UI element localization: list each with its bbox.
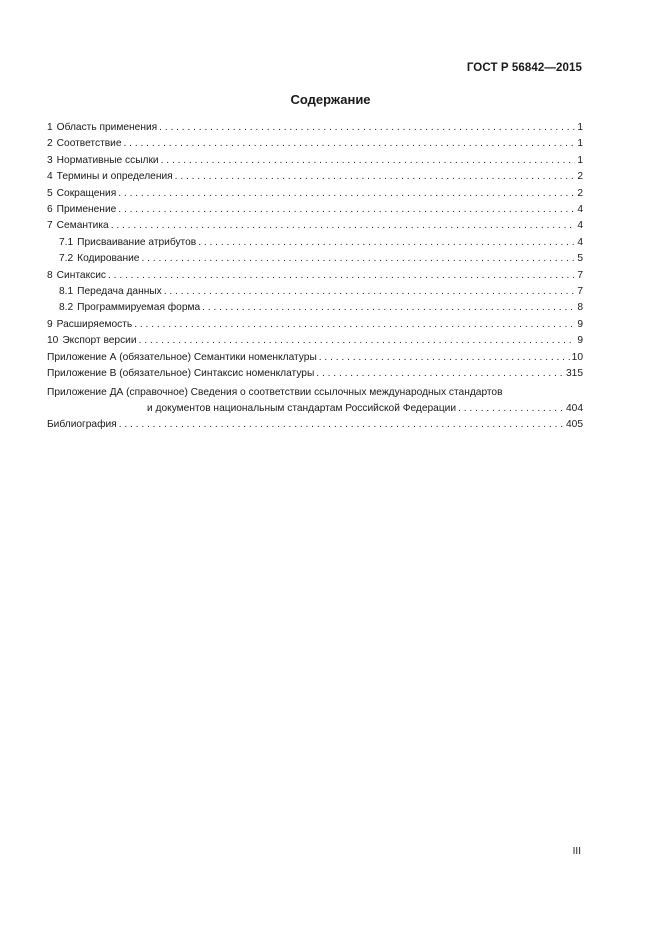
toc-entry-number: 8 xyxy=(47,269,53,281)
page-number: III xyxy=(572,846,581,857)
toc-entry[interactable] xyxy=(47,136,583,152)
toc-entry-number: 7.1 xyxy=(59,236,74,248)
toc-entry-page: 5 xyxy=(577,253,583,265)
toc-entry[interactable] xyxy=(47,153,583,169)
toc-entry-label: Присваивание атрибутов xyxy=(77,236,197,248)
toc-entry[interactable] xyxy=(47,317,583,333)
toc-entry-page: 9 xyxy=(577,318,583,330)
toc-entry-number: 4 xyxy=(47,171,53,183)
dot-leader xyxy=(319,350,570,366)
toc-entry-page: 2 xyxy=(577,171,583,183)
dot-leader xyxy=(111,218,576,234)
table-of-contents xyxy=(47,120,583,434)
dot-leader xyxy=(198,235,575,251)
dot-leader xyxy=(161,153,576,169)
dot-leader xyxy=(119,417,564,433)
toc-entry-page: 405 xyxy=(566,419,583,431)
dot-leader xyxy=(202,300,575,316)
toc-subentry[interactable] xyxy=(47,251,583,267)
toc-entry-label: Передача данных xyxy=(77,286,162,298)
document-code: ГОСТ Р 56842—2015 xyxy=(466,62,582,74)
dot-leader xyxy=(118,186,575,202)
toc-entry-number: 7.2 xyxy=(59,253,74,265)
toc-subentry[interactable] xyxy=(47,235,583,251)
dot-leader xyxy=(134,317,575,333)
toc-entry-number: 2 xyxy=(47,138,53,150)
toc-entry[interactable] xyxy=(47,218,583,234)
dot-leader xyxy=(118,202,575,218)
toc-entry-number: 8.1 xyxy=(59,286,74,298)
toc-entry-label: Применение xyxy=(56,204,117,216)
toc-entry-label: Приложение А (обязательное) Семантики номенклатуры xyxy=(47,351,317,363)
toc-entry-page: 4 xyxy=(577,204,583,216)
toc-entry-label: Семантика xyxy=(56,220,109,232)
page-title: Содержание xyxy=(290,92,371,107)
toc-entry-label: Кодирование xyxy=(77,253,140,265)
toc-entry-label: Термины и определения xyxy=(56,171,173,183)
toc-entry-number: 5 xyxy=(47,187,53,199)
toc-entry[interactable] xyxy=(47,120,583,136)
toc-entry-label: Расширяемость xyxy=(56,318,133,330)
toc-entry-page: 10 xyxy=(571,351,583,363)
toc-entry-number: 8.2 xyxy=(59,302,74,314)
toc-entry-label: Соответствие xyxy=(56,138,122,150)
toc-entry-label: Приложение ДА (справочное) Сведения о соответствии ссылочных международных стандартов xyxy=(47,386,503,398)
toc-entry-label: Синтаксис xyxy=(56,269,107,281)
toc-entry[interactable] xyxy=(47,268,583,284)
toc-entry-page: 315 xyxy=(566,368,583,380)
toc-subentry[interactable] xyxy=(47,300,583,316)
toc-entry-number: 10 xyxy=(47,335,59,347)
toc-appendix-a[interactable] xyxy=(47,350,583,366)
toc-entry-number: 6 xyxy=(47,204,53,216)
toc-entry-page: 4 xyxy=(577,220,583,232)
toc-entry[interactable] xyxy=(47,202,583,218)
toc-entry-number: 7 xyxy=(47,220,53,232)
toc-entry-label: Библиография xyxy=(47,419,117,431)
toc-entry-number: 3 xyxy=(47,154,53,166)
toc-entry-page: 1 xyxy=(577,122,583,133)
toc-subentry[interactable] xyxy=(47,284,583,300)
toc-entry-label: Область применения xyxy=(56,122,158,133)
dot-leader xyxy=(108,268,575,284)
toc-entry-label: Программируемая форма xyxy=(77,302,201,314)
toc-appendix-da[interactable] xyxy=(47,385,583,418)
toc-entry-page: 8 xyxy=(577,302,583,314)
toc-entry-number: 1 xyxy=(47,122,53,133)
toc-entry-page: 1 xyxy=(577,154,583,166)
dot-leader xyxy=(124,136,576,152)
toc-appendix-b[interactable] xyxy=(47,366,583,382)
toc-entry[interactable] xyxy=(47,333,583,349)
toc-entry-label: Сокращения xyxy=(56,187,117,199)
dot-leader xyxy=(316,366,564,382)
dot-leader xyxy=(164,284,576,300)
dot-leader xyxy=(141,251,575,267)
dot-leader xyxy=(458,401,564,417)
toc-entry-page: 9 xyxy=(577,335,583,347)
toc-entry-page: 2 xyxy=(577,187,583,199)
toc-entry-page: 4 xyxy=(577,236,583,248)
toc-entry-number: 9 xyxy=(47,318,53,330)
toc-entry[interactable] xyxy=(47,169,583,185)
toc-entry-page: 1 xyxy=(577,138,583,150)
toc-entry-label-continuation: и документов национальным стандартам Российской Федерации xyxy=(147,402,457,414)
toc-bibliography[interactable] xyxy=(47,417,583,433)
dot-leader xyxy=(175,169,576,185)
dot-leader xyxy=(139,333,576,349)
dot-leader xyxy=(159,120,575,136)
toc-entry-page: 7 xyxy=(577,269,583,281)
toc-entry-label: Приложение В (обязательное) Синтаксис номенклатуры xyxy=(47,368,315,380)
toc-entry-page: 404 xyxy=(566,402,583,414)
toc-entry-page: 7 xyxy=(577,286,583,298)
toc-entry-label: Экспорт версии xyxy=(62,335,137,347)
toc-entry-label: Нормативные ссылки xyxy=(56,154,159,166)
toc-entry[interactable] xyxy=(47,186,583,202)
